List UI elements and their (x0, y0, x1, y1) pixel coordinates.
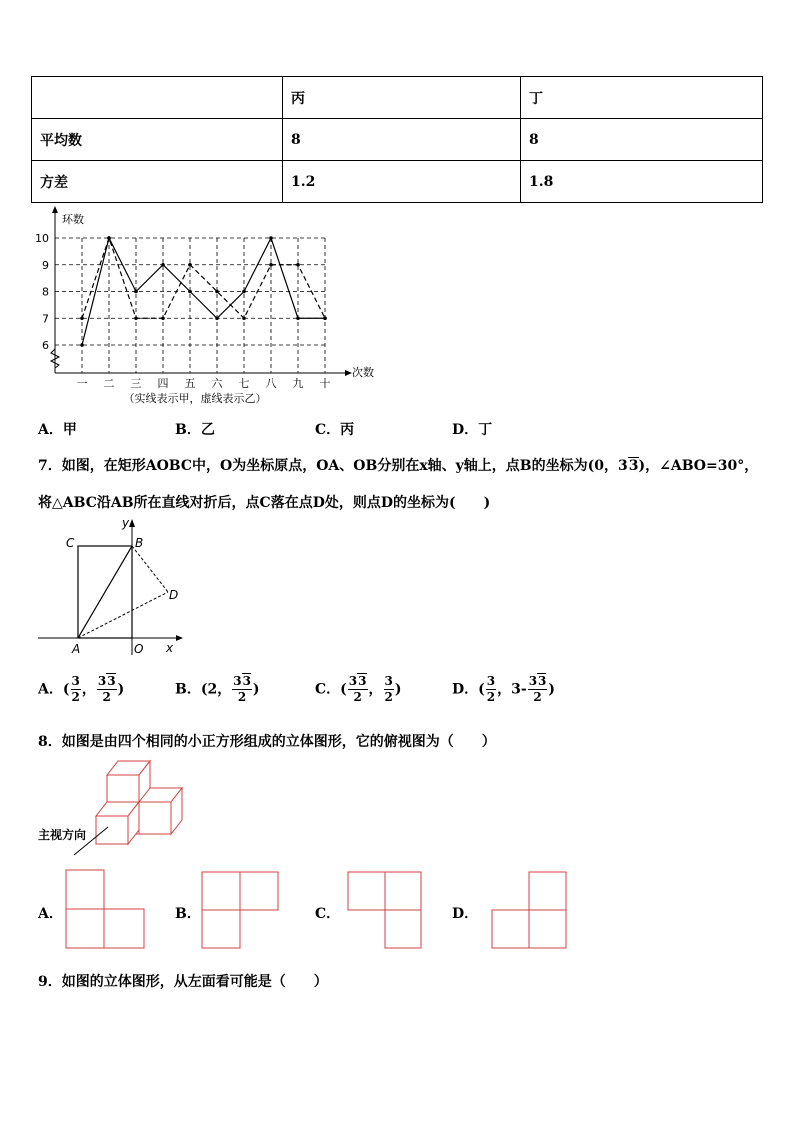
fraction-denominator: 2 (533, 690, 542, 704)
q8-option-c-label[interactable]: C． (315, 906, 341, 922)
q8-option-a-figure[interactable] (60, 868, 150, 952)
data-point (161, 316, 165, 320)
y-tick-label: 6 (42, 339, 49, 352)
q8-option-a-label[interactable]: A． (38, 906, 63, 922)
fraction-denominator: 2 (353, 690, 362, 704)
q7-text-line2: 将△ABC沿AB所在直线对折后，点C落在点D处，则点D的坐标为( ) (38, 495, 491, 511)
fraction (232, 674, 252, 705)
sqrt-radicand: 3 (107, 674, 116, 688)
q8-option-c-figure[interactable] (344, 868, 424, 952)
data-point (161, 263, 165, 267)
cube-front-face (96, 816, 128, 844)
fraction (528, 674, 548, 705)
fraction-numerator: 3 (71, 674, 80, 688)
option-text: B．(2， (175, 681, 232, 698)
sqrt-radicand: 3 (242, 674, 251, 688)
q7-text-part: 7．如图，在矩形AOBC中，O为坐标原点，OA、OB分别在x轴、y轴上，点B的坐标为(0，3 (38, 458, 628, 474)
y-axis-arrow (52, 206, 58, 213)
q8-text: 8．如图是由四个相同的小正方形组成的立体图形，它的俯视图为（ ） (38, 734, 496, 750)
chart-labels (35, 232, 331, 390)
option-text: ) (252, 681, 260, 698)
table-cell: 1.8 (521, 161, 763, 203)
fraction-numerator: 3 (384, 674, 393, 688)
point-label-c: C (66, 536, 75, 550)
data-point (296, 263, 300, 267)
x-tick-label: 十 (319, 377, 331, 390)
coefficient: 3 (233, 674, 242, 688)
table-cell: 8 (521, 119, 763, 161)
x-axis-arrow (345, 370, 352, 376)
sqrt-radicand: 3 (628, 458, 639, 474)
q7-text-part: )，∠ABO=30°， (638, 458, 759, 474)
data-point (188, 290, 192, 294)
y-tick-label: 10 (35, 232, 49, 245)
data-point (215, 290, 219, 294)
table-cell: 8 (283, 119, 521, 161)
fraction-denominator: 2 (384, 690, 393, 704)
data-point (134, 316, 138, 320)
x-tick-label: 九 (292, 377, 304, 390)
q8-option-b-label[interactable]: B． (175, 906, 201, 922)
table-header-row (32, 77, 763, 119)
segment-bd (132, 546, 168, 592)
option-text: ) (394, 681, 402, 698)
chart-xlabel: 次数 (352, 366, 374, 379)
y-axis-arrow (129, 519, 135, 527)
cube-front-face (139, 802, 171, 834)
q7-option-d[interactable] (452, 674, 555, 705)
point-label-b: B (135, 536, 144, 550)
view-direction-label: 主视方向 (38, 828, 87, 842)
q8-option-d-label[interactable]: D． (452, 906, 479, 922)
fraction-denominator: 2 (102, 690, 111, 704)
q9-text: 9．如图的立体图形，从左面看可能是（ ） (38, 974, 328, 990)
option-text: ， (368, 681, 383, 698)
q7-option-a[interactable] (38, 674, 124, 705)
fraction-numerator (232, 674, 252, 690)
x-tick-label: 四 (157, 377, 169, 390)
q6-option-c[interactable]: C．丙 (315, 422, 355, 438)
data-point (296, 316, 300, 320)
sqrt-radicand: 3 (358, 674, 367, 688)
fraction-denominator: 2 (71, 690, 80, 704)
x-axis-arrow (176, 635, 183, 641)
chart-caption: （实线表示甲，虚线表示乙） (123, 392, 267, 405)
option-text: C．( (315, 681, 347, 698)
option-text: D．( (452, 681, 485, 698)
option-text: ) (548, 681, 556, 698)
table-row (32, 119, 763, 161)
coefficient: 3 (348, 674, 358, 688)
fraction (71, 674, 81, 705)
fraction (486, 674, 496, 705)
data-point (242, 290, 246, 294)
data-point (269, 263, 273, 267)
q7-figure (30, 515, 190, 660)
q8-option-d-figure[interactable] (488, 868, 572, 952)
table-row (32, 161, 763, 203)
fraction-numerator (528, 674, 548, 690)
option-text: ， (81, 681, 96, 698)
q7-option-c[interactable] (315, 674, 401, 705)
fraction-numerator (97, 674, 117, 690)
data-point (269, 236, 273, 240)
data-point (188, 263, 192, 267)
line-chart (30, 205, 390, 410)
table-cell: 方差 (32, 161, 283, 203)
table-cell: 丁 (521, 77, 763, 119)
q6-option-b[interactable]: B．乙 (175, 422, 215, 438)
coefficient: 3 (528, 674, 538, 688)
table-cell (32, 77, 283, 119)
fraction-numerator (348, 674, 368, 690)
q6-option-a[interactable]: A．甲 (38, 422, 77, 438)
x-tick-label: 六 (211, 377, 223, 390)
fraction (384, 674, 394, 705)
data-point (242, 316, 246, 320)
table-cell: 1.2 (283, 161, 521, 203)
data-point (107, 236, 111, 240)
y-tick-label: 9 (42, 258, 49, 272)
stats-table (31, 76, 763, 203)
data-point (323, 316, 327, 320)
data-point (134, 290, 138, 294)
axis-label-x: x (166, 641, 174, 655)
x-tick-label: 八 (265, 377, 277, 390)
fraction-denominator: 2 (237, 690, 247, 704)
option-text: ) (117, 681, 125, 698)
sqrt-radicand: 3 (538, 674, 547, 688)
data-point (80, 316, 84, 320)
coefficient: 3 (97, 674, 107, 688)
option-text: A．( (38, 681, 70, 698)
point-label-d: D (169, 588, 179, 602)
series-line-2 (82, 238, 325, 318)
y-tick-label: 8 (42, 285, 49, 299)
x-tick-label: 七 (238, 377, 250, 390)
table-cell: 丙 (283, 77, 521, 119)
table-cell: 平均数 (32, 119, 283, 161)
x-tick-label: 一 (76, 377, 88, 390)
q7-text-line1 (38, 455, 758, 475)
fraction (348, 674, 368, 705)
axis-label-y: y (122, 516, 130, 530)
option-text: ，3- (497, 681, 527, 698)
x-tick-label: 五 (184, 377, 196, 390)
chart-grid (55, 238, 325, 373)
y-tick-label: 7 (42, 312, 49, 326)
fraction-numerator: 3 (486, 674, 496, 688)
x-tick-label: 二 (103, 377, 115, 390)
data-point (215, 316, 219, 320)
point-label-o: O (134, 642, 144, 656)
point-label-a: A (72, 642, 81, 656)
q7-option-b[interactable] (175, 674, 260, 705)
q8-option-b-figure[interactable] (198, 868, 282, 952)
data-point (80, 343, 84, 347)
fraction (97, 674, 117, 705)
x-tick-label: 三 (130, 377, 142, 390)
fraction-denominator: 2 (486, 690, 496, 704)
chart-ylabel: 环数 (62, 213, 84, 226)
q6-option-d[interactable]: D．丁 (452, 422, 493, 438)
